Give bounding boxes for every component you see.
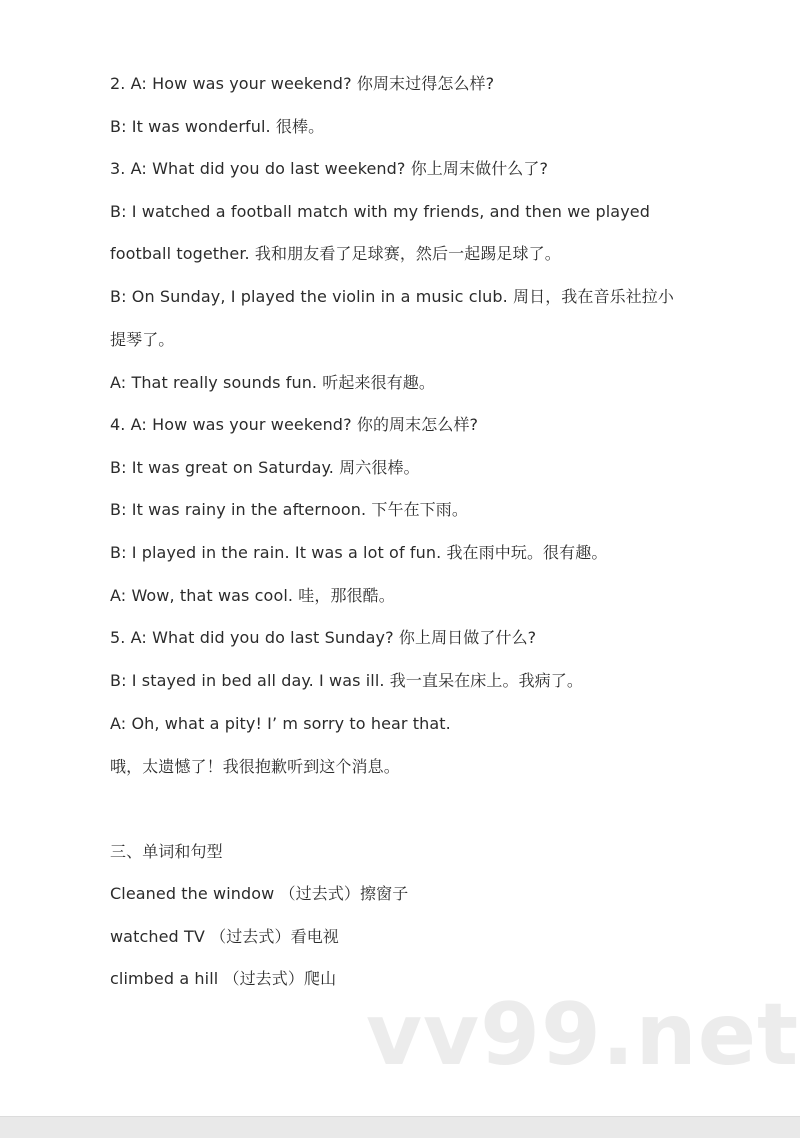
dialogue-line: B: It was great on Saturday. 周六很棒。: [110, 458, 420, 477]
dialogue-line: 3. A: What did you do last weekend? 你上周末做什么了?: [110, 159, 549, 178]
dialogue-line: B: I stayed in bed all day. I was ill. 我一直呆在床上。我病了。: [110, 671, 583, 690]
dialogue-line: 4. A: How was your weekend? 你的周末怎么样?: [110, 415, 479, 434]
section-title: 三、单词和句型: [110, 842, 223, 861]
dialogue-line: football together. 我和朋友看了足球赛，然后一起踢足球了。: [110, 244, 561, 263]
page-bottom-border: [0, 1116, 800, 1138]
dialogue-line: A: Wow, that was cool. 哇，那很酷。: [110, 586, 395, 605]
dialogue-line: 哦，太遗憾了！我很抱歉听到这个消息。: [110, 757, 400, 776]
dialogue-line: A: That really sounds fun. 听起来很有趣。: [110, 373, 436, 392]
dialogue-line: A: Oh, what a pity! I’ m sorry to hear that.: [110, 714, 451, 733]
dialogue-line: B: It was rainy in the afternoon. 下午在下雨。: [110, 500, 468, 519]
vocab-line: climbed a hill （过去式）爬山: [110, 969, 337, 988]
dialogue-line: B: I played in the rain. It was a lot of fun. 我在雨中玩。很有趣。: [110, 543, 608, 562]
dialogue-line: 5. A: What did you do last Sunday? 你上周日做了什么?: [110, 628, 537, 647]
vocab-line: Cleaned the window （过去式）擦窗子: [110, 884, 409, 903]
dialogue-line: B: On Sunday, I played the violin in a music club. 周日，我在音乐社拉小: [110, 287, 675, 306]
dialogue-line: B: I watched a football match with my friends, and then we played: [110, 202, 650, 221]
vocab-line: watched TV （过去式）看电视: [110, 927, 339, 946]
dialogue-line: 提琴了。: [110, 330, 175, 349]
dialogue-line: B: It was wonderful. 很棒。: [110, 117, 325, 136]
dialogue-line: 2. A: How was your weekend? 你周末过得怎么样?: [110, 74, 495, 93]
watermark: vv99.net: [366, 985, 800, 1085]
